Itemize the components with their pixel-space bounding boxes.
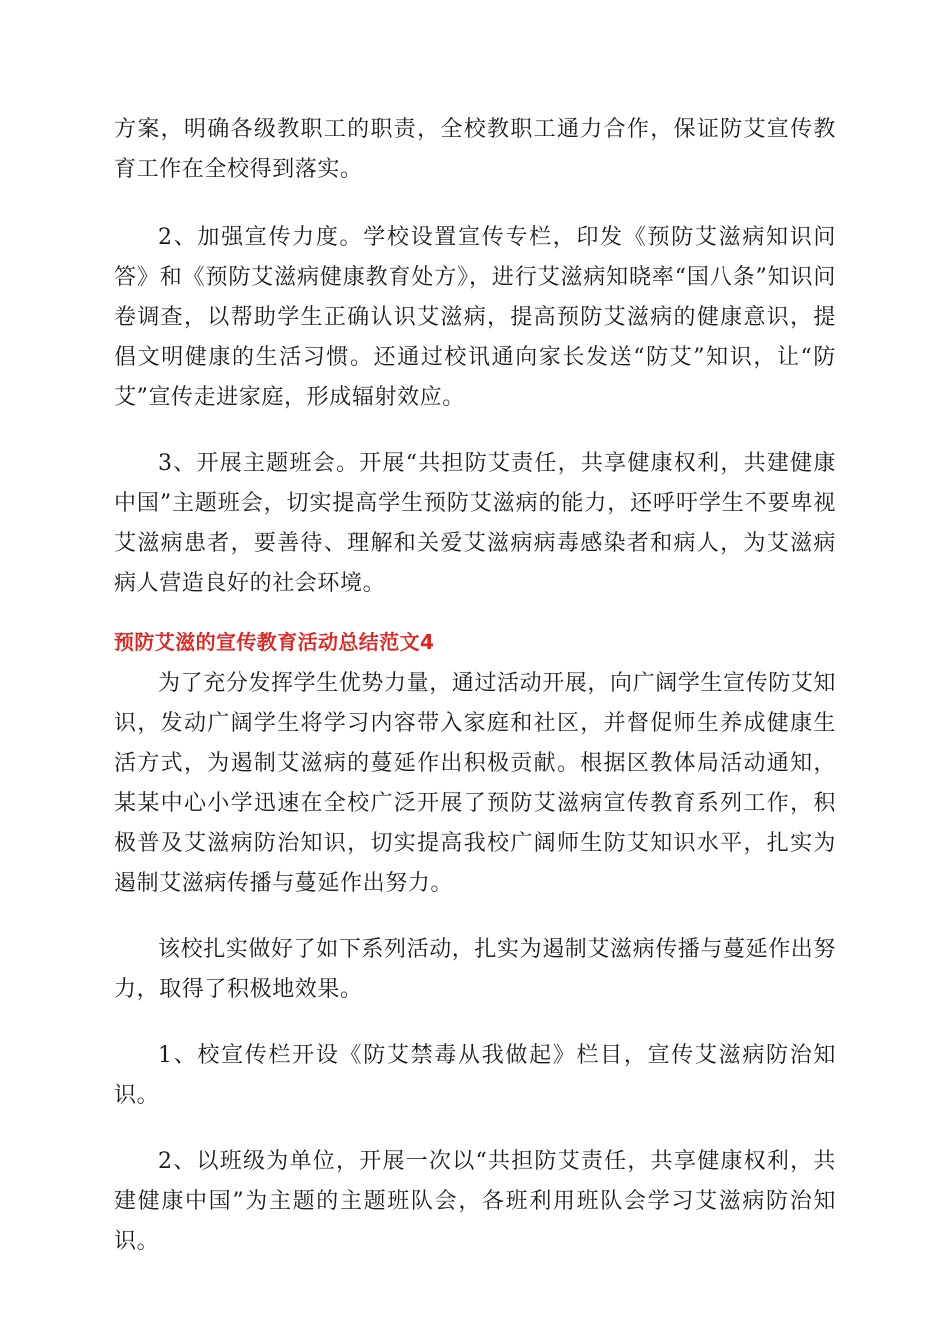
document-page — [114, 110, 836, 1288]
paragraph-item-3: 3、开展主题班会。开展“共担防艾责任，共享健康权利，共建健康中国”主题班会，切实提高学生预防艾滋病的能力，还呼吁学生不要卑视艾滋病患者，要善待、理解和关爱艾滋病病毒感染者和病人，为艾滋病病人营造良好的社会环境。 — [114, 451, 836, 596]
paragraph-intro: 为了充分发挥学生优势力量，通过活动开展，向广阔学生宣传防艾知识，发动广阔学生将学习内容带入家庭和社区，并督促师生养成健康生活方式，为遏制艾滋病的蔓延作出积极贡献。根据区教体局活动通知，某某中心小学迅速在全校广泛开展了预防艾滋病宣传教育系列工作，积极普及艾滋病防治知识，切实提高我校广阔师生防艾知识水平，扎实为遏制艾滋病传播与蔓延作出努力。 — [114, 671, 837, 896]
paragraph-activity-1: 1、校宣传栏开设《防艾禁毒从我做起》栏目，宣传艾滋病防治知识。 — [114, 1043, 836, 1108]
paragraph-summary: 该校扎实做好了如下系列活动，扎实为遏制艾滋病传播与蔓延作出努力，取得了积极地效果。 — [114, 937, 837, 1002]
paragraph-continuation: 方案，明确各级教职工的职责，全校教职工通力合作，保证防艾宣传教育工作在全校得到落实。 — [114, 117, 836, 182]
section-heading: 预防艾滋的宣传教育活动总结范文4 — [114, 630, 435, 654]
paragraph-activity-2: 2、以班级为单位，开展一次以“共担防艾责任，共享健康权利，共建健康中国”为主题的主题班队会，各班利用班队会学习艾滋病防治知识。 — [114, 1149, 836, 1254]
paragraph-item-2: 2、加强宣传力度。学校设置宣传专栏，印发《预防艾滋病知识问答》和《预防艾滋病健康教育处方》，进行艾滋病知晓率“国八条”知识问卷调查，以帮助学生正确认识艾滋病，提高预防艾滋病的健康意识，提倡文明健康的生活习惯。还通过校讯通向家长发送“防艾”知识，让“防艾”宣传走进家庭，形成辐射效应。 — [114, 225, 836, 410]
